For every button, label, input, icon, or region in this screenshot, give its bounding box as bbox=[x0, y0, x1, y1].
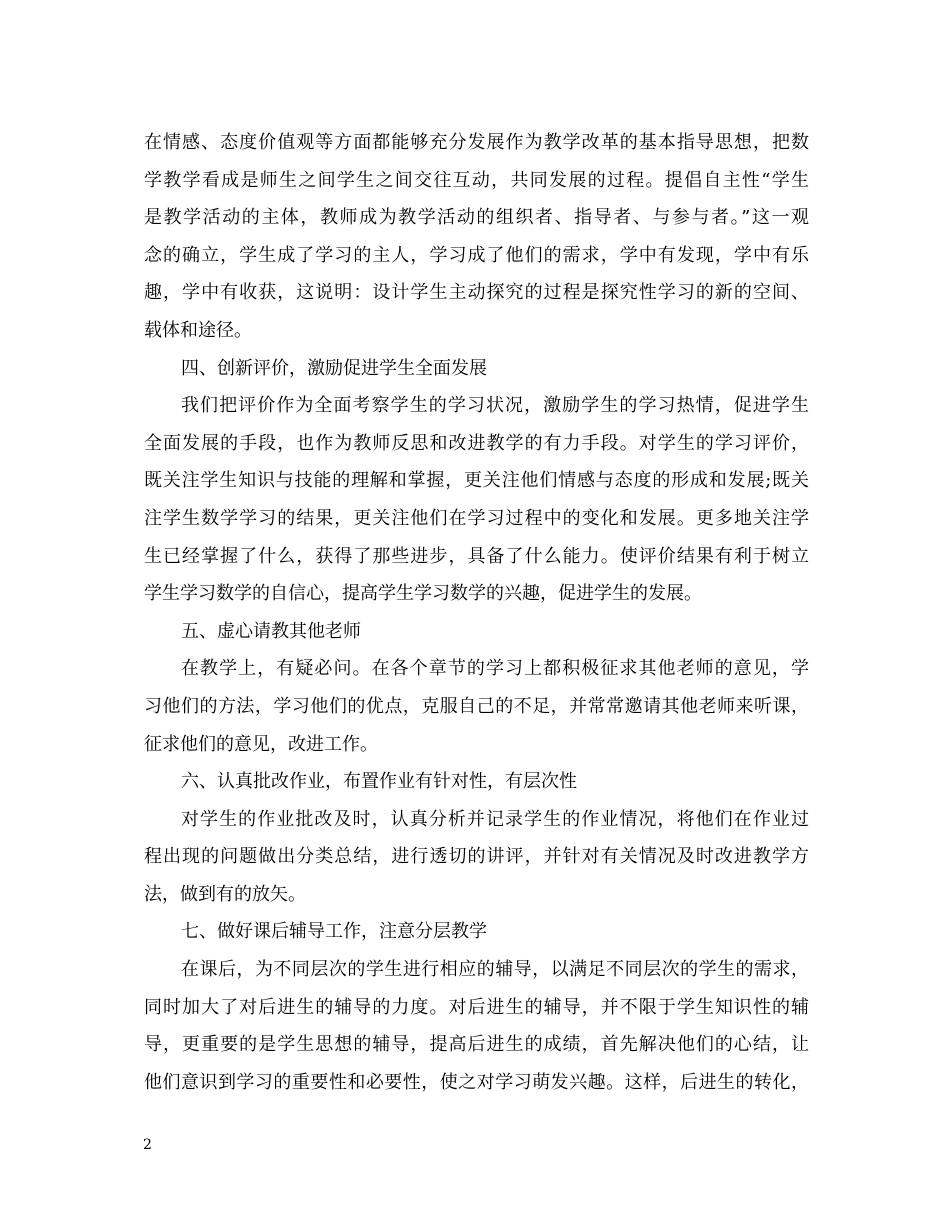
text-line: 载体和途径。 bbox=[144, 319, 252, 341]
section-heading: 六、认真批改作业，布置作业有针对性，有层次性 bbox=[181, 771, 577, 793]
text-line: 全面发展的手段，也作为教师反思和改进教学的有力手段。对学生的学习评价， bbox=[144, 432, 809, 454]
text-line: 同时加大了对后进生的辅导的力度。对后进生的辅导，并不限于学生知识性的辅 bbox=[144, 996, 809, 1018]
page-number: 2 bbox=[143, 1137, 152, 1153]
text-line: 注学生数学学习的结果，更关注他们在学习过程中的变化和发展。更多地关注学 bbox=[144, 507, 809, 529]
text-line: 习他们的方法，学习他们的优点，克服自己的不足，并常常邀请其他老师来听课， bbox=[144, 695, 809, 717]
text-line: 学生学习数学的自信心，提高学生学习数学的兴趣，促进学生的发展。 bbox=[144, 583, 702, 605]
text-line: 学教学看成是师生之间学生之间交往互动，共同发展的过程。提倡自主性“学生 bbox=[144, 169, 809, 191]
text-line: 念的确立，学生成了学习的主人，学习成了他们的需求，学中有发现，学中有乐 bbox=[144, 244, 809, 266]
text-line: 他们意识到学习的重要性和必要性，使之对学习萌发兴趣。这样，后进生的转化， bbox=[144, 1071, 809, 1093]
text-line: 我们把评价作为全面考察学生的学习状况，激励学生的学习热情，促进学生 bbox=[181, 395, 809, 417]
text-line: 对学生的作业批改及时，认真分析并记录学生的作业情况，将他们在作业过 bbox=[181, 808, 809, 830]
text-line: 在课后，为不同层次的学生进行相应的辅导，以满足不同层次的学生的需求， bbox=[181, 959, 809, 981]
section-heading: 五、虚心请教其他老师 bbox=[181, 620, 361, 642]
text-line: 生已经掌握了什么，获得了那些进步，具备了什么能力。使评价结果有利于树立 bbox=[144, 545, 809, 567]
text-line: 程出现的问题做出分类总结，进行透切的讲评，并针对有关情况及时改进教学方 bbox=[144, 846, 809, 868]
document-body bbox=[144, 124, 809, 1101]
text-line: 导，更重要的是学生思想的辅导，提高后进生的成绩，首先解决他们的心结，让 bbox=[144, 1034, 809, 1056]
section-heading: 四、创新评价，激励促进学生全面发展 bbox=[181, 357, 487, 379]
text-line: 趣，学中有收获，这说明：设计学生主动探究的过程是探究性学习的新的空间、 bbox=[144, 282, 809, 304]
text-line: 在情感、态度价值观等方面都能够充分发展作为教学改革的基本指导思想，把数 bbox=[144, 132, 809, 153]
text-line: 征求他们的意见，改进工作。 bbox=[144, 733, 378, 755]
text-line: 法，做到有的放矢。 bbox=[144, 883, 306, 905]
text-line: 是教学活动的主体，教师成为教学活动的组织者、指导者、与参与者。”这一观 bbox=[144, 207, 809, 229]
section-heading: 七、做好课后辅导工作，注意分层教学 bbox=[181, 921, 487, 943]
text-line: 既关注学生知识与技能的理解和掌握，更关注他们情感与态度的形成和发展;既关 bbox=[144, 470, 809, 492]
text-line: 在教学上，有疑必问。在各个章节的学习上都积极征求其他老师的意见，学 bbox=[181, 658, 809, 680]
